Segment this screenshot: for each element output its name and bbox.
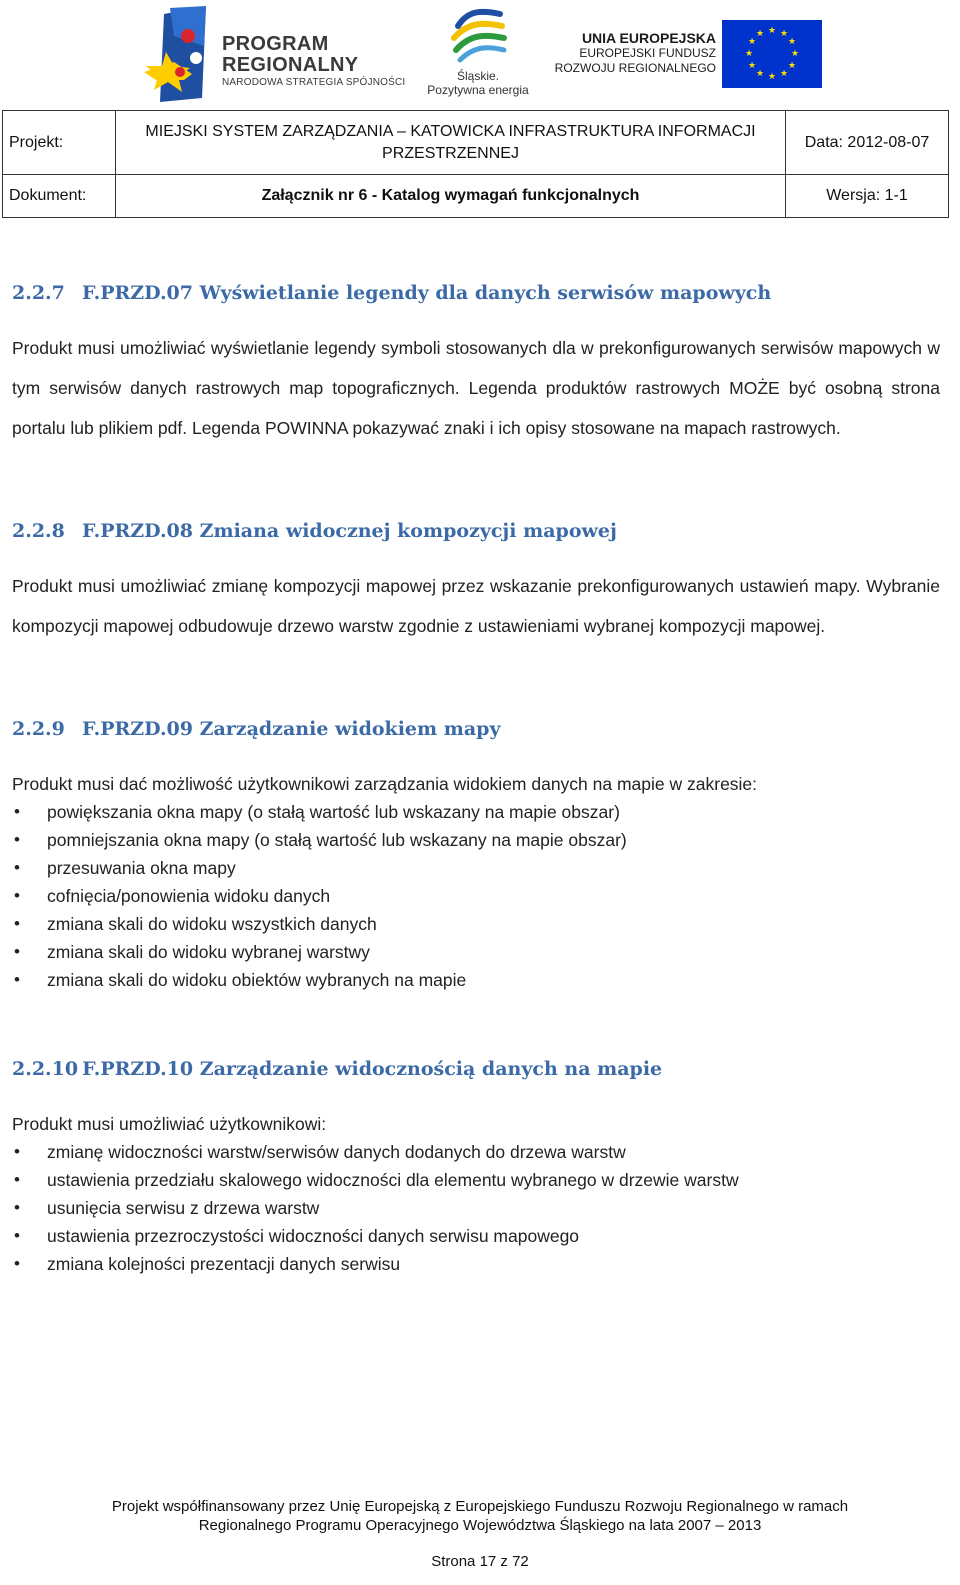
bullet-icon: •	[14, 886, 20, 905]
section-paragraph: Produkt musi umożliwiać zmianę kompozycji mapowej przez wskazanie prekonfigurowanych ustawień mapy. Wybranie kompozycji mapowej odbudowuje drzewo warstw zgodnie z ustawieniami wybranej kompozycji mapowej.	[12, 576, 940, 636]
program-regionalny-logo	[144, 6, 406, 102]
list-item-text: powiększania okna mapy (o stałą wartość lub wskazany na mapie obszar)	[47, 802, 620, 822]
project-title: MIEJSKI SYSTEM ZARZĄDZANIA – KATOWICKA INFRASTRUKTURA INFORMACJI PRZESTRZENNEJ	[116, 111, 786, 175]
document-title: Załącznik nr 6 - Katalog wymagań funkcjonalnych	[116, 175, 786, 218]
footer-funding-line1: Projekt współfinansowany przez Unię Europejską z Europejskiego Funduszu Rozwoju Regionalnego w ramach	[111, 1498, 849, 1515]
svg-text:★: ★	[755, 69, 765, 79]
section-heading	[12, 282, 771, 304]
bullet-icon: •	[14, 914, 20, 933]
section-title: F.PRZD.08 Zmiana widocznej kompozycji mapowej	[82, 520, 617, 542]
bullet-icon: •	[14, 1142, 20, 1161]
list-item-text: zmiana kolejności prezentacji danych serwisu	[47, 1254, 401, 1274]
page-number: Strona 17 z 72	[431, 1553, 529, 1570]
slaskie-tagline: Pozytywna energia	[427, 83, 529, 97]
list-item	[12, 966, 627, 994]
program-regionalny-emblem-icon	[144, 6, 214, 102]
slaskie-waves-icon	[448, 6, 508, 64]
list-item	[12, 1166, 739, 1194]
section-heading	[12, 520, 617, 542]
list-item	[12, 798, 627, 826]
section-paragraph: Produkt musi umożliwiać wyświetlanie legendy symboli stosowanych dla w prekonfigurowanych serwisów mapowych w tym serwisów danych rastrowych map topograficznych. Legenda produktów rastrowych MOŻE być osobną strona portalu lub plikiem pdf. Legenda POWINNA pokazywać znaki i ich opisy stosowane na mapach rastrowych.	[12, 338, 940, 438]
logo-band	[0, 0, 960, 108]
list-item-text: ustawienia przedziału skalowego widoczności dla elementu wybranego w drzewie warstw	[47, 1170, 739, 1190]
bullet-icon: •	[14, 858, 20, 877]
project-label: Projekt:	[3, 111, 116, 175]
svg-text:★: ★	[747, 61, 757, 71]
section-title: F.PRZD.10 Zarządzanie widocznością danych na mapie	[82, 1058, 663, 1080]
bullet-icon: •	[14, 1254, 20, 1273]
section-title: F.PRZD.07 Wyświetlanie legendy dla danych serwisów mapowych	[82, 282, 772, 304]
section-lead: Produkt musi umożliwiać użytkownikowi:	[12, 1114, 327, 1134]
list-item	[12, 1222, 739, 1250]
list-item-text: ustawienia przezroczystości widoczności danych serwisu mapowego	[47, 1226, 580, 1246]
svg-text:★: ★	[767, 72, 777, 82]
bullet-icon: •	[14, 830, 20, 849]
list-item	[12, 826, 627, 854]
footer-funding-line2: Regionalnego Programu Operacyjnego Województwa Śląskiego na lata 2007 – 2013	[198, 1517, 762, 1534]
list-item	[12, 910, 627, 938]
list-item-text: usunięcia serwisu z drzewa warstw	[47, 1198, 320, 1218]
section-lead: Produkt musi dać możliwość użytkownikowi zarządzania widokiem danych na mapie w zakresie:	[12, 774, 758, 794]
svg-text:★: ★	[744, 49, 754, 59]
svg-text:★: ★	[755, 29, 765, 39]
slaskie-logo	[424, 6, 532, 98]
list-item	[12, 1194, 739, 1222]
section-number: 2.2.7	[12, 282, 65, 304]
list-item-text: zmiana skali do widoku obiektów wybranych na mapie	[47, 970, 467, 990]
eu-flag-icon	[722, 20, 822, 88]
bullet-list	[12, 1138, 739, 1278]
section-heading	[12, 1058, 662, 1080]
eu-logo-line2: EUROPEJSKI FUNDUSZ	[579, 46, 716, 60]
bullet-icon: •	[14, 802, 20, 821]
list-item	[12, 938, 627, 966]
section-title: F.PRZD.09 Zarządzanie widokiem mapy	[82, 718, 501, 740]
program-logo-line1: PROGRAM	[222, 33, 329, 55]
svg-text:★: ★	[790, 49, 800, 59]
list-item-text: przesuwania okna mapy	[47, 858, 236, 878]
section-heading	[12, 718, 500, 740]
bullet-icon: •	[14, 942, 20, 961]
bullet-icon: •	[14, 1226, 20, 1245]
eu-logo	[548, 18, 828, 94]
list-item-text: zmianę widoczności warstw/serwisów danych dodanych do drzewa warstw	[47, 1142, 626, 1162]
eu-logo-line3: ROZWOJU REGIONALNEGO	[554, 61, 716, 75]
program-logo-line3: NARODOWA STRATEGIA SPÓJNOŚCI	[222, 77, 406, 88]
slaskie-name: Śląskie.	[456, 69, 500, 83]
svg-text:★: ★	[747, 37, 757, 47]
bullet-icon: •	[14, 1170, 20, 1189]
document-version: Wersja: 1-1	[786, 175, 949, 218]
list-item-text: cofnięcia/ponowienia widoku danych	[47, 886, 331, 906]
list-item	[12, 1250, 739, 1278]
section-number: 2.2.8	[12, 520, 65, 542]
svg-text:★: ★	[779, 29, 789, 39]
program-logo-line2: REGIONALNY	[222, 54, 359, 76]
svg-text:★: ★	[767, 26, 777, 36]
svg-text:★: ★	[787, 61, 797, 71]
document-header-table	[2, 110, 949, 218]
eu-logo-line1: UNIA EUROPEJSKA	[581, 30, 716, 46]
list-item-text: zmiana skali do widoku wybranej warstwy	[47, 942, 370, 962]
document-label: Dokument:	[3, 175, 116, 218]
svg-text:★: ★	[787, 37, 797, 47]
bullet-icon: •	[14, 1198, 20, 1217]
svg-text:★: ★	[779, 69, 789, 79]
list-item	[12, 882, 627, 910]
bullet-list	[12, 798, 627, 994]
list-item-text: pomniejszania okna mapy (o stałą wartość lub wskazany na mapie obszar)	[47, 830, 627, 850]
bullet-icon: •	[14, 970, 20, 989]
list-item-text: zmiana skali do widoku wszystkich danych	[47, 914, 377, 934]
section-number: 2.2.9	[12, 718, 65, 740]
document-date: Data: 2012-08-07	[786, 111, 949, 175]
section-number: 2.2.10	[12, 1058, 79, 1080]
list-item	[12, 1138, 739, 1166]
list-item	[12, 854, 627, 882]
